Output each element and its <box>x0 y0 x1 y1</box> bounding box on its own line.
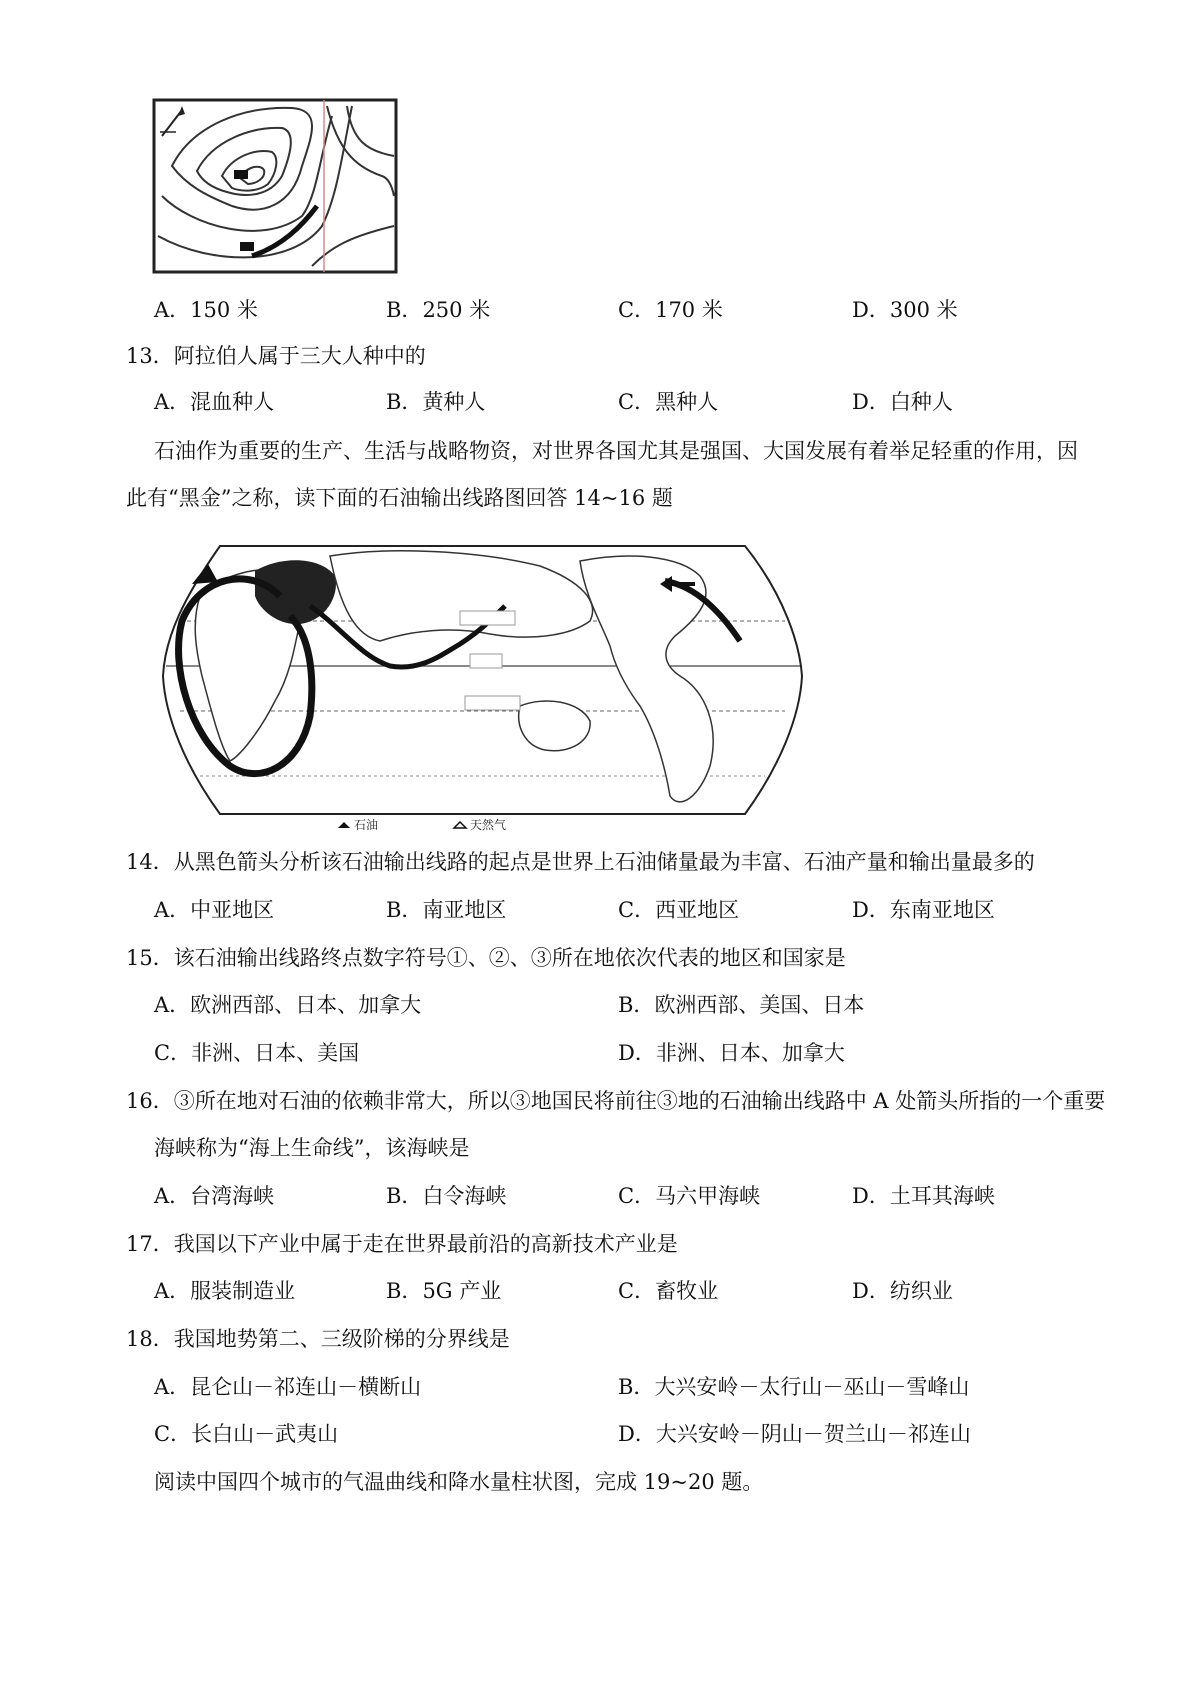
oil-passage-line2: 此有“黑金”之称，读下面的石油输出线路图回答 14~16 题 <box>126 486 673 510</box>
q13-option-b: B．黄种人 <box>386 390 486 414</box>
q17-option-b: B．5G 产业 <box>386 1279 502 1303</box>
q14-option-d: D．东南亚地区 <box>852 898 995 922</box>
q15-option-a: A．欧洲西部、日本、加拿大 <box>154 993 422 1017</box>
q15-option-c: C．非洲、日本、美国 <box>154 1041 360 1065</box>
q12-option-b: B．250 米 <box>386 298 491 322</box>
oil-route-world-map <box>160 526 805 831</box>
q12-option-a: A．150 米 <box>154 298 258 322</box>
q17-stem: 17．我国以下产业中属于走在世界最前沿的高新技术产业是 <box>126 1232 678 1256</box>
q14-option-c: C．西亚地区 <box>618 898 740 922</box>
q12-option-d: D．300 米 <box>852 298 958 322</box>
q13-option-d: D．白种人 <box>852 390 953 414</box>
q18-stem: 18．我国地势第二、三级阶梯的分界线是 <box>126 1327 510 1351</box>
q16-option-b: B．白令海峡 <box>386 1184 507 1208</box>
legend-gas-label: 天然气 <box>470 818 507 831</box>
climate-passage: 阅读中国四个城市的气温曲线和降水量柱状图，完成 19~20 题。 <box>154 1470 764 1494</box>
q15-option-b: B．欧洲西部、美国、日本 <box>618 993 865 1017</box>
q17-option-a: A．服装制造业 <box>154 1279 296 1303</box>
legend-oil-label: 石油 <box>354 818 379 831</box>
q18-option-b: B．大兴安岭－太行山－巫山－雪峰山 <box>618 1375 970 1399</box>
q14-option-b: B．南亚地区 <box>386 898 507 922</box>
q16-stem-line2: 海峡称为“海上生命线”，该海峡是 <box>154 1136 470 1160</box>
q15-stem: 15．该石油输出线路终点数字符号①、②、③所在地依次代表的地区和国家是 <box>126 946 846 970</box>
q12-option-c: C．170 米 <box>618 298 723 322</box>
q14-option-a: A．中亚地区 <box>154 898 275 922</box>
contour-map-figure <box>152 96 400 276</box>
q16-option-d: D．土耳其海峡 <box>852 1184 995 1208</box>
q16-option-a: A．台湾海峡 <box>154 1184 275 1208</box>
oil-passage-line1: 石油作为重要的生产、生活与战略物资，对世界各国尤其是强国、大国发展有着举足轻重的作用，因 <box>154 439 1078 463</box>
q17-option-c: C．畜牧业 <box>618 1279 719 1303</box>
q14-stem: 14．从黑色箭头分析该石油输出线路的起点是世界上石油储量最为丰富、石油产量和输出量最多的 <box>126 850 1035 874</box>
q17-option-d: D．纺织业 <box>852 1279 953 1303</box>
q18-option-a: A．昆仑山－祁连山－横断山 <box>154 1375 422 1399</box>
q16-option-c: C．马六甲海峡 <box>618 1184 761 1208</box>
q18-option-c: C．长白山－武夷山 <box>154 1422 339 1446</box>
q15-option-d: D．非洲、日本、加拿大 <box>618 1041 845 1065</box>
q13-option-a: A．混血种人 <box>154 390 275 414</box>
q13-option-c: C．黑种人 <box>618 390 719 414</box>
q13-stem: 13．阿拉伯人属于三大人种中的 <box>126 344 426 368</box>
q16-stem-line1: 16．③所在地对石油的依赖非常大，所以③地国民将前往③地的石油输出线路中 A 处箭头所指的一个重要 <box>126 1089 1106 1113</box>
q18-option-d: D．大兴安岭－阴山－贺兰山－祁连山 <box>618 1422 971 1446</box>
